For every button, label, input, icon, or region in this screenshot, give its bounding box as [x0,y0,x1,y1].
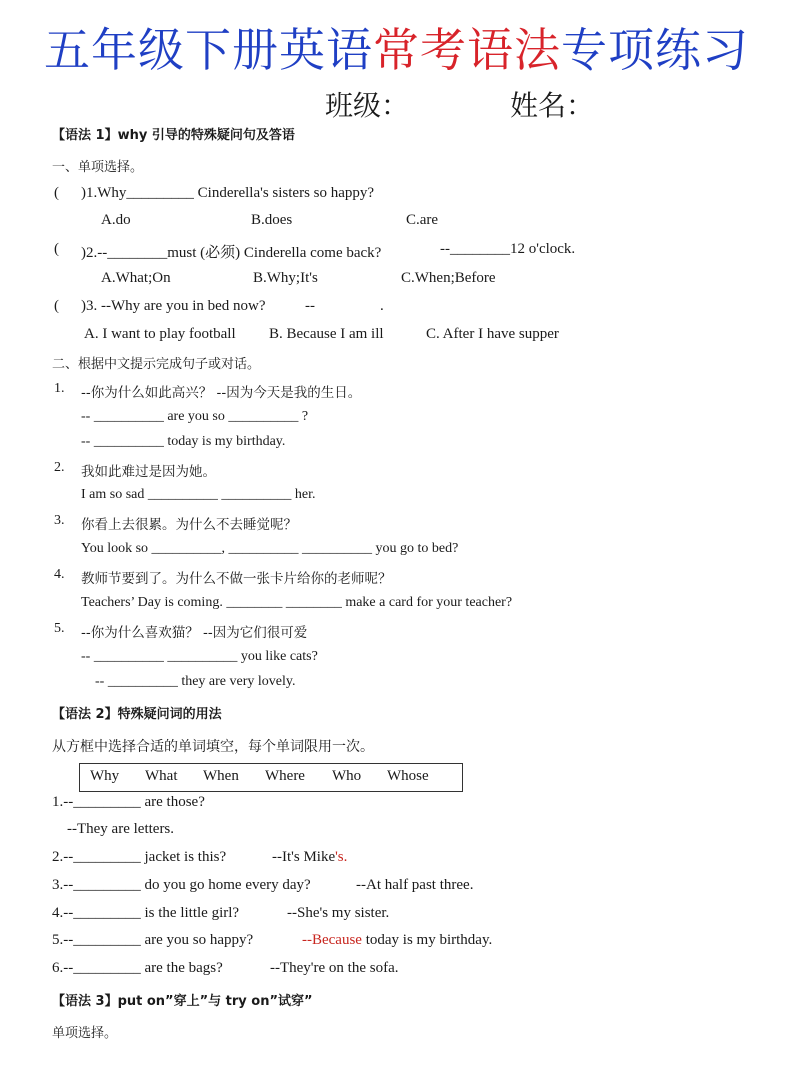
section2-instruction: 从方框中选择合适的单词填空，每个单词限用一次。 [52,739,374,755]
item4-line1: Teachers’ Day is coming. ________ ________ make a card for your teacher? [81,595,513,610]
word-box-item: When [203,768,239,784]
s2-q2-answer [272,849,347,866]
word-box [79,763,463,792]
word-box-item: Why [90,768,120,784]
q1-option-a: A.do [101,212,131,228]
word-box-item: Where [265,768,305,784]
word-box-item: Whose [387,768,429,784]
item2-number: 2. [54,460,65,475]
item3-number: 3. [54,513,65,528]
section2-heading: 【语法 2】特殊疑问词的用法 [52,707,222,722]
q2-paren: ( [54,241,59,257]
s2-q2: 2.--_________ jacket is this? [52,849,227,865]
item4-chinese: 教师节要到了。为什么不做一张卡片给你的老师呢？ [81,571,392,587]
title-part2: 常考语法 [373,23,561,77]
item5-line1: -- __________ __________ you like cats? [81,649,318,664]
s2-q5-answer [302,932,492,949]
part1-title: 一、单项选择。 [52,160,144,175]
s2-q5-answer-because: --Because [302,932,362,948]
item2-line1: I am so sad __________ __________ her. [81,487,316,502]
item2-chinese: 我如此难过是因为她。 [81,464,216,480]
title-part1: 五年级下册英语 [44,23,373,77]
item5-line2: -- __________ they are very lovely. [95,674,296,689]
name-label: 姓名： [510,89,595,122]
word-box-item: What [145,768,178,784]
page-title [0,14,793,80]
q2-text: )2.--________must (必须) Cinderella come back? [81,245,382,261]
item3-chinese: 你看上去很累。为什么不去睡觉呢？ [81,517,297,533]
q2-option-a: A.What;On [101,270,171,286]
section3-heading: 【语法 3】put on”穿上”与 try on”试穿” [52,994,313,1009]
q3-option-a: A. I want to play football [84,326,236,342]
q2-option-c: C.When;Before [401,270,496,286]
s2-q6: 6.--_________ are the bags? [52,960,223,976]
s2-q2-answer-main: --It's Mike [272,849,336,865]
q3-dot: . [380,298,384,314]
q3-option-b: B. Because I am ill [269,326,384,342]
section1-heading: 【语法 1】why 引导的特殊疑问句及答语 [52,128,295,143]
s2-q5-answer-rest: today is my birthday. [361,932,493,948]
s2-q4: 4.--_________ is the little girl? [52,905,240,921]
s2-q6-answer: --They're on the sofa. [270,960,399,976]
q1-text: )1.Why_________ Cinderella's sisters so happy? [81,185,375,201]
q1-option-b: B.does [251,212,293,228]
item5-chinese: --你为什么喜欢猫？ --因为它们很可爱 [81,625,308,641]
s2-q3: 3.--_________ do you go home every day? [52,877,311,893]
s2-q2-answer-suffix: 's. [335,849,348,865]
item1-line1: -- __________ are you so __________ ? [81,409,309,424]
q3-paren: ( [54,298,59,314]
class-label: 班级： [325,89,410,122]
item5-number: 5. [54,621,65,636]
q1-paren: ( [54,185,59,201]
part2-title: 二、根据中文提示完成句子或对话。 [52,357,261,372]
title-part3: 专项练习 [561,23,749,77]
q3-option-c: C. After I have supper [426,326,559,342]
q3-answer: -- [305,298,315,314]
s2-q4-answer: --She's my sister. [287,905,390,921]
word-box-item: Who [332,768,362,784]
q1-option-c: C.are [406,212,439,228]
section3-part-title: 单项选择。 [52,1026,118,1041]
s2-q1-answer: --They are letters. [67,821,175,837]
s2-q1: 1.--_________ are those? [52,794,205,810]
item1-number: 1. [54,381,65,396]
q3-text: )3. --Why are you in bed now? [81,298,266,314]
q2-answer: --________12 o'clock. [440,241,576,257]
item1-chinese: --你为什么如此高兴？ --因为今天是我的生日。 [81,385,362,401]
item3-line1: You look so __________, __________ __________ you go to bed? [81,541,459,556]
s2-q5: 5.--_________ are you so happy? [52,932,254,948]
item1-line2: -- __________ today is my birthday. [81,434,286,449]
q2-option-b: B.Why;It's [253,270,318,286]
s2-q3-answer: --At half past three. [356,877,474,893]
item4-number: 4. [54,567,65,582]
